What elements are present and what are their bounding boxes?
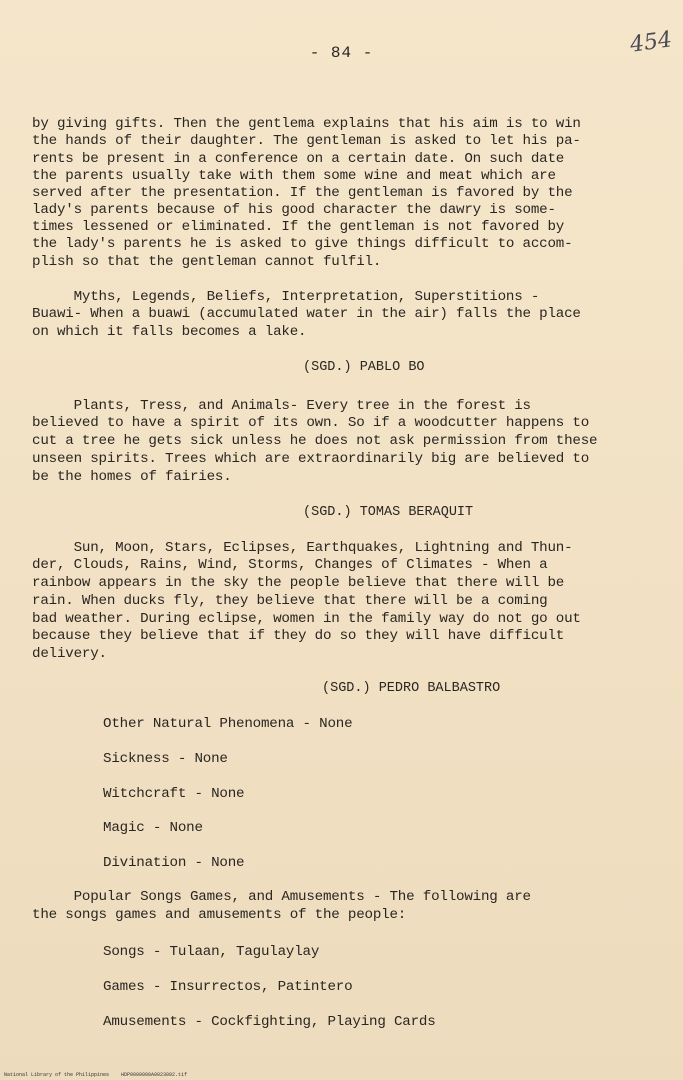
text-line: Sun, Moon, Stars, Eclipses, Earthquakes, Lightning and Thun-: [32, 540, 573, 556]
text-line: rents be present in a conference on a certain date. On such date: [32, 151, 565, 167]
text-line: on which it falls becomes a lake.: [32, 324, 307, 340]
text-line: served after the presentation. If the gentleman is favored by the: [32, 185, 573, 201]
text-line: Buawi- When a buawi (accumulated water in the air) falls the place: [32, 306, 581, 322]
text-line: the parents usually take with them some wine and meat which are: [32, 168, 556, 184]
list-games: Games - Insurrectos, Patintero: [103, 979, 353, 995]
text-line: cut a tree he gets sick unless he does not ask permission from these: [32, 433, 598, 449]
text-line: by giving gifts. Then the gentlema explains that his aim is to win: [32, 116, 581, 132]
text-line: unseen spirits. Trees which are extraordinarily big are believed to: [32, 451, 590, 467]
text-line: the songs games and amusements of the people:: [32, 907, 407, 923]
text-line: the hands of their daughter. The gentleman is asked to let his pa-: [32, 133, 581, 149]
page-number: - 84 -: [309, 44, 374, 62]
text-line: believed to have a spirit of its own. So if a woodcutter happens to: [32, 415, 590, 431]
text-line: delivery.: [32, 646, 107, 662]
handwritten-page-number: 454: [628, 27, 674, 58]
text-line: times lessened or eliminated. If the gentleman is not favored by: [32, 219, 565, 235]
signature-tomas-beraquit: (SGD.) TOMAS BERAQUIT: [303, 505, 474, 520]
text-line: plish so that the gentleman cannot fulfil.: [32, 254, 382, 270]
list-songs: Songs - Tulaan, Tagulaylay: [103, 944, 320, 960]
item-other-natural-phenomena: Other Natural Phenomena - None: [103, 716, 353, 732]
archive-footer: National Library of the Philippines HDP0000000A0023092.tif: [4, 1072, 188, 1078]
text-line: der, Clouds, Rains, Wind, Storms, Changes of Climates - When a: [32, 557, 548, 573]
signature-pedro-balbastro: (SGD.) PEDRO BALBASTRO: [322, 681, 501, 696]
signature-pablo-bo: (SGD.) PABLO BO: [303, 360, 425, 375]
text-line: because they believe that if they do so they will have difficult: [32, 628, 565, 644]
text-line: the lady's parents he is asked to give things difficult to accom-: [32, 236, 573, 252]
text-line: bad weather. During eclipse, women in the family way do not go out: [32, 611, 581, 627]
list-amusements: Amusements - Cockfighting, Playing Cards: [103, 1014, 436, 1030]
item-magic: Magic - None: [103, 820, 203, 836]
item-witchcraft: Witchcraft - None: [103, 786, 245, 802]
item-divination: Divination - None: [103, 855, 245, 871]
item-sickness: Sickness - None: [103, 751, 228, 767]
text-line: Myths, Legends, Beliefs, Interpretation, Superstitions -: [32, 289, 540, 305]
text-line: Plants, Tress, and Animals- Every tree in the forest is: [32, 398, 531, 414]
text-line: rainbow appears in the sky the people believe that there will be: [32, 575, 565, 591]
text-line: Popular Songs Games, and Amusements - The following are: [32, 889, 531, 905]
text-line: rain. When ducks fly, they believe that there will be a coming: [32, 593, 548, 609]
text-line: be the homes of fairies.: [32, 469, 232, 485]
text-line: lady's parents because of his good character the dawry is some-: [32, 202, 556, 218]
